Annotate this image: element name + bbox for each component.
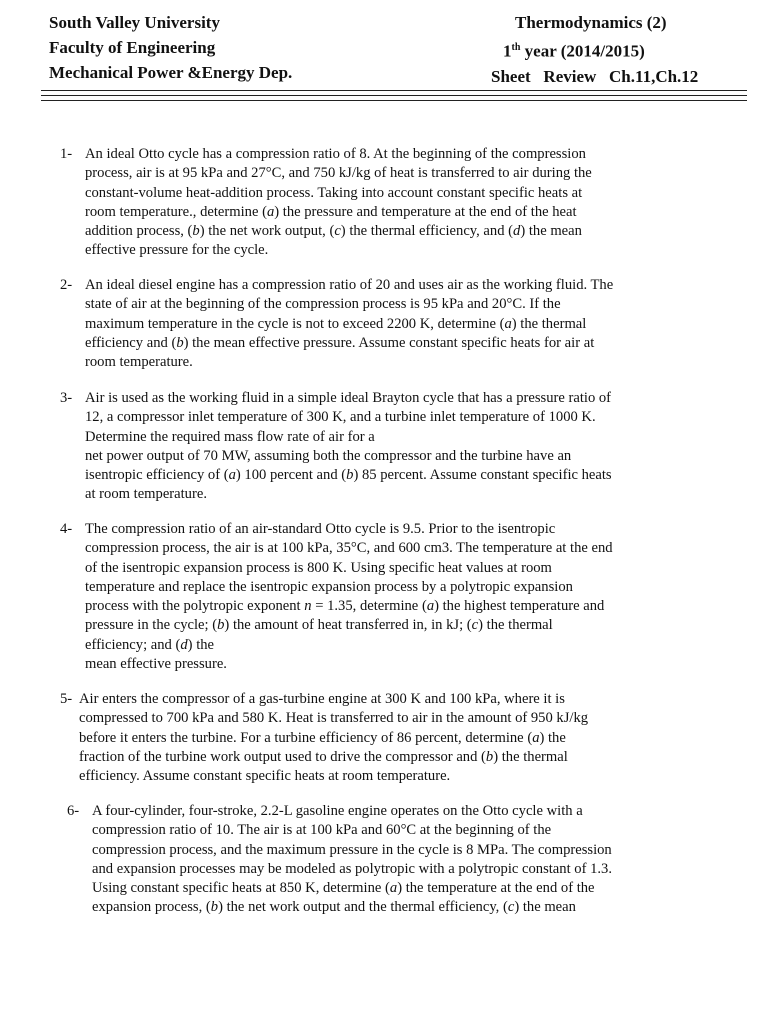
problem-text bbox=[85, 520, 690, 674]
problem-line: of the isentropic expansion process is 800 K. Using specific heat values at room bbox=[85, 559, 552, 576]
problem-line: process with the polytropic exponent n = 1.35, determine (a) the highest temperature and bbox=[85, 598, 605, 615]
problem-number: 5- bbox=[60, 691, 73, 707]
problem-line: temperature and replace the isentropic expansion process by a polytropic expansion bbox=[85, 578, 573, 595]
problem-line: An ideal diesel engine has a compression ratio of 20 and uses air as the working fluid. The bbox=[85, 277, 614, 293]
problem-line: at room temperature. bbox=[85, 486, 207, 503]
problem-line: fraction of the turbine work output used to drive the compressor and (b) the thermal bbox=[79, 748, 568, 765]
problem-line: effective pressure for the cycle. bbox=[85, 242, 269, 259]
problem-6 bbox=[67, 802, 697, 918]
problem-line: compression process, the air is at 100 kPa, 35°C, and 600 cm3. The temperature at the end bbox=[85, 540, 613, 557]
problem-line: mean effective pressure. bbox=[85, 656, 227, 673]
problem-line: room temperature. bbox=[85, 354, 193, 371]
problem-3 bbox=[60, 389, 690, 505]
problem-line: Air enters the compressor of a gas-turbine engine at 300 K and 100 kPa, where it is bbox=[79, 691, 565, 707]
problem-line: expansion process, (b) the net work output and the thermal efficiency, (c) the mean bbox=[92, 899, 576, 916]
problem-line: Using constant specific heats at 850 K, determine (a) the temperature at the end of the bbox=[92, 880, 595, 897]
problem-line: maximum temperature in the cycle is not to exceed 2200 K, determine (a) the thermal bbox=[85, 315, 587, 332]
problem-text bbox=[85, 145, 690, 261]
problem-text bbox=[85, 389, 690, 505]
problem-5 bbox=[60, 690, 690, 786]
problem-number: 2- bbox=[60, 277, 73, 293]
problem-number: 6- bbox=[67, 803, 80, 819]
problem-line: The compression ratio of an air-standard Otto cycle is 9.5. Prior to the isentropic bbox=[85, 521, 556, 537]
problem-line: before it enters the turbine. For a turbine efficiency of 86 percent, determine (a) the bbox=[79, 729, 566, 746]
year-suffix: th bbox=[511, 42, 521, 53]
course-title: Thermodynamics (2) bbox=[515, 13, 667, 32]
problem-line: efficiency and (b) the mean effective pressure. Assume constant specific heats for air at bbox=[85, 334, 595, 351]
problem-2 bbox=[60, 276, 690, 372]
problem-line: pressure in the cycle; (b) the amount of heat transferred in, in kJ; (c) the thermal bbox=[85, 617, 553, 634]
problem-text bbox=[79, 690, 690, 786]
department-name: Mechanical Power &Energy Dep. bbox=[49, 63, 293, 82]
problem-line: isentropic efficiency of (a) 100 percent and (b) 85 percent. Assume constant specific heats bbox=[85, 467, 612, 484]
problem-line: Determine the required mass flow rate of air for a bbox=[85, 428, 375, 445]
problem-line: process, air is at 95 kPa and 27°C, and 750 kJ/kg of heat is transferred to air during the bbox=[85, 165, 592, 182]
problem-line: Air is used as the working fluid in a simple ideal Brayton cycle that has a pressure ratio of bbox=[85, 390, 612, 406]
problem-line: efficiency; and (d) the bbox=[85, 636, 215, 653]
problem-number: 1- bbox=[60, 146, 73, 162]
problem-line: net power output of 70 MW, assuming both the compressor and the turbine have an bbox=[85, 447, 572, 464]
problem-line: room temperature., determine (a) the pressure and temperature at the end of the heat bbox=[85, 203, 577, 220]
problem-line: compression ratio of 10. The air is at 100 kPa and 60°C at the beginning of the bbox=[92, 822, 552, 839]
problem-line: efficiency. Assume constant specific heats at room temperature. bbox=[79, 768, 451, 785]
problem-line: state of air at the beginning of the compression process is 95 kPa and 20°C. If the bbox=[85, 296, 561, 313]
header-institution bbox=[49, 10, 292, 85]
problem-line: A four-cylinder, four-stroke, 2.2-L gasoline engine operates on the Otto cycle with a bbox=[92, 803, 583, 819]
problem-line: addition process, (b) the net work output, (c) the thermal efficiency, and (d) the mean bbox=[85, 223, 582, 240]
problem-text bbox=[92, 802, 697, 918]
header-divider-middle bbox=[41, 95, 747, 96]
year-text: year (2014/2015) bbox=[524, 41, 645, 61]
problem-line: and expansion processes may be modeled as polytropic with a polytropic constant of 1.3. bbox=[92, 860, 612, 877]
year-number: 1 bbox=[503, 41, 512, 61]
problem-line: compressed to 700 kPa and 580 K. Heat is transferred to air in the amount of 950 kJ/kg bbox=[79, 710, 589, 727]
faculty-name: Faculty of Engineering bbox=[49, 38, 216, 57]
problem-line: constant-volume heat-addition process. Taking into account constant specific heats at bbox=[85, 184, 583, 201]
header-divider-top bbox=[41, 90, 747, 91]
problem-4 bbox=[60, 520, 690, 674]
problem-number: 3- bbox=[60, 390, 73, 406]
sheet-label: Sheet Review Ch.11,Ch.12 bbox=[491, 66, 699, 86]
problem-line: 12, a compressor inlet temperature of 300 K, and a turbine inlet temperature of 1000 K. bbox=[85, 409, 596, 426]
header-divider-bottom bbox=[41, 100, 747, 101]
problem-line: compression process, and the maximum pressure in the cycle is 8 MPa. The compression bbox=[92, 841, 612, 858]
problem-text bbox=[85, 276, 690, 372]
problem-number: 4- bbox=[60, 521, 73, 537]
problem-1 bbox=[60, 145, 690, 261]
academic-year bbox=[491, 35, 731, 64]
university-name: South Valley University bbox=[49, 13, 220, 32]
header-course-info bbox=[491, 10, 731, 89]
problem-line: An ideal Otto cycle has a compression ratio of 8. At the beginning of the compression bbox=[85, 146, 586, 162]
